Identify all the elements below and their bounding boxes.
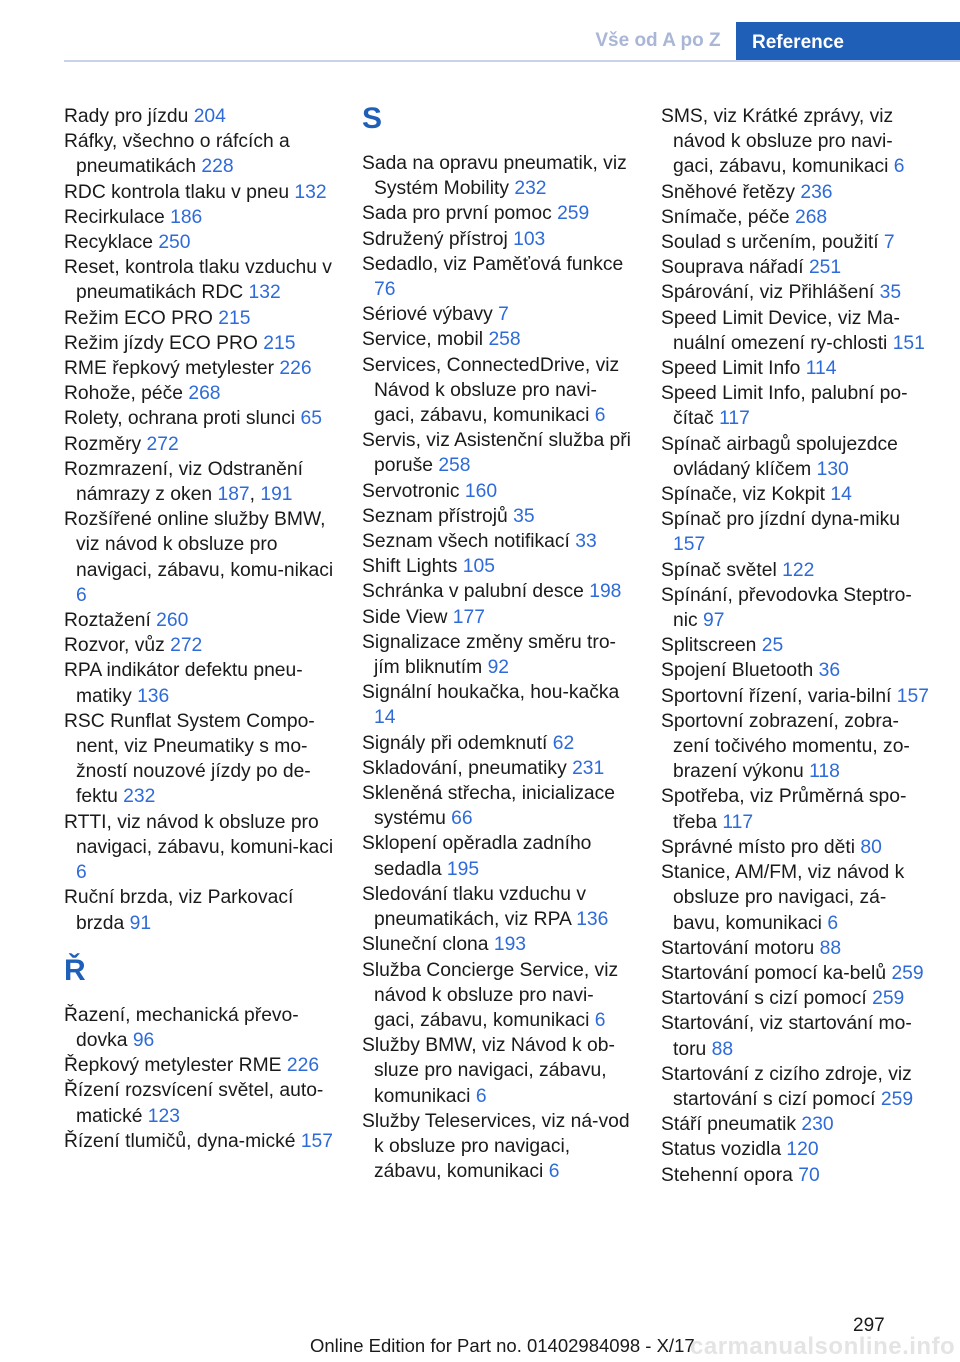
index-entry-term: Sériové výbavy xyxy=(362,304,499,326)
page-reference-link[interactable]: 232 xyxy=(514,178,547,200)
index-entry xyxy=(362,1109,632,1185)
page-reference-link[interactable]: 231 xyxy=(572,757,605,779)
index-entry-term: Ruční brzda, viz Parkovací brzda xyxy=(64,887,294,934)
index-entry xyxy=(64,432,336,457)
index-entry xyxy=(661,1062,931,1112)
index-entry-term: Spotřeba, viz Průměrná spo‐třeba xyxy=(661,786,907,833)
page-reference-link[interactable]: 36 xyxy=(818,660,841,682)
page-reference-link[interactable]: 226 xyxy=(279,358,312,380)
page-reference-link[interactable]: 160 xyxy=(464,480,498,502)
page-reference-link[interactable]: 114 xyxy=(805,358,837,380)
index-entry-term: SMS, viz Krátké zprávy, viz návod k obsluze pro navi‐gaci, zábavu, komunikaci xyxy=(661,106,894,178)
index-entry xyxy=(362,605,632,630)
index-entry xyxy=(64,1078,336,1128)
index-entry-term: Splitscreen xyxy=(661,635,762,657)
index-entry xyxy=(64,1003,336,1053)
index-entry-term: Servotronic xyxy=(362,480,465,502)
index-entry xyxy=(64,255,336,305)
index-entry xyxy=(64,230,336,255)
index-entry-term: RSC Runflat System Compo‐nent, viz Pneumatiky s mo‐žností nouzové jízdy po de‐fektu xyxy=(64,710,315,808)
index-entry xyxy=(362,958,632,1034)
index-section-letter: S xyxy=(362,102,383,135)
index-entry-term: Spínač pro jízdní dyna‐miku xyxy=(661,509,900,531)
page-reference-link[interactable]: 272 xyxy=(146,433,179,455)
page-reference-link[interactable]: 117 xyxy=(722,811,754,833)
page-reference-link[interactable]: 215 xyxy=(263,332,296,354)
index-entry xyxy=(362,831,632,881)
index-entry xyxy=(661,205,931,230)
index-entry-term: Services, ConnectedDrive, viz Návod k obsluze pro navi‐gaci, zábavu, komunikaci xyxy=(362,354,620,427)
index-entry-term: Řazení, mechanická převo‐dovka xyxy=(64,1004,299,1051)
index-entry-term: RPA indikátor defektu pneu‐matiky xyxy=(64,660,303,707)
index-entry xyxy=(661,1163,931,1188)
index-entry-term: Startování pomocí ka‐belů xyxy=(661,962,892,984)
index-entry-term: Side View xyxy=(362,606,453,628)
index-entry xyxy=(64,406,336,431)
page-reference-link[interactable]: 268 xyxy=(188,383,221,405)
index-entry-term: Rozšířené online služby BMW, viz návod k obsluze pro navigaci, zábavu, komu‐nikaci xyxy=(64,509,334,581)
index-entry xyxy=(362,579,632,604)
index-entry-term: Spojení Bluetooth xyxy=(661,660,819,682)
page-reference-link[interactable]: 259 xyxy=(891,962,924,984)
index-entry-term: Schránka v palubní desce xyxy=(362,581,590,603)
index-entry-term: Ráfky, všechno o ráfcích a pneumatikách xyxy=(64,131,290,178)
page-reference-link[interactable]: 151 xyxy=(892,332,925,354)
index-entry-term: Stáří pneumatik xyxy=(661,1114,802,1136)
page-reference-link[interactable]: 6 xyxy=(594,1009,606,1031)
index-entry xyxy=(661,104,931,180)
page-reference-link[interactable]: 268 xyxy=(794,206,828,228)
chapter-tab[interactable]: Reference xyxy=(736,22,960,62)
page-reference-link[interactable]: 204 xyxy=(193,106,226,127)
page-reference-link[interactable]: 14 xyxy=(374,707,396,729)
index-entry xyxy=(661,583,931,633)
index-entry xyxy=(64,608,336,633)
page-reference-link[interactable]: 97 xyxy=(703,610,725,632)
index-entry-term: Rady pro jízdu xyxy=(64,106,194,127)
page-reference-link[interactable]: 105 xyxy=(462,556,495,578)
page-reference-link[interactable]: 230 xyxy=(801,1114,834,1136)
index-entry-term: Seznam přístrojů xyxy=(362,505,514,527)
index-entry xyxy=(661,482,931,507)
page-reference-link[interactable]: 103 xyxy=(513,228,546,250)
index-entry-term: Shift Lights xyxy=(362,556,463,578)
index-entry xyxy=(661,356,931,381)
page-reference-link[interactable]: 258 xyxy=(438,455,471,477)
index-entry xyxy=(362,252,632,302)
page-reference-link[interactable]: 272 xyxy=(170,635,203,657)
page-reference-link[interactable]: 157 xyxy=(673,534,706,556)
page-reference-link[interactable]: 6 xyxy=(76,862,87,884)
page-reference-link[interactable]: 198 xyxy=(589,581,622,603)
page-reference-link[interactable]: 123 xyxy=(147,1105,180,1127)
page-reference-link[interactable]: 14 xyxy=(830,484,852,506)
index-entry-term: Služba Concierge Service, viz návod k obsluze pro navi‐gaci, zábavu, komunikaci xyxy=(362,959,619,1031)
index-entry-term: Speed Limit Info xyxy=(661,358,806,380)
index-entry-term: Spárování, viz Přihlášení xyxy=(661,282,880,304)
index-entry xyxy=(661,1011,931,1061)
index-entry-term: Speed Limit Device, viz Ma‐nuální omezení ry‐chlosti xyxy=(661,307,900,354)
index-entry-term: Stehenní opora xyxy=(661,1164,799,1186)
index-entry-term: Řepkový metylester RME xyxy=(64,1055,287,1077)
page-reference-link[interactable]: 130 xyxy=(816,458,849,480)
index-entry xyxy=(64,633,336,658)
index-entry xyxy=(661,230,931,255)
index-entry xyxy=(64,180,336,205)
index-entry xyxy=(661,306,931,356)
index-entry xyxy=(362,353,632,429)
page-reference-link[interactable]: 259 xyxy=(880,1088,914,1110)
index-entry-term: Režim jízdy ECO PRO xyxy=(64,332,264,354)
index-entry xyxy=(64,104,336,129)
index-entry xyxy=(64,810,336,886)
index-entry xyxy=(64,331,336,356)
index-entry-term: Soulad s určením, použití xyxy=(661,232,884,254)
index-entry-term: Status vozidla xyxy=(661,1139,787,1161)
index-entry xyxy=(64,709,336,810)
index-entry xyxy=(362,227,632,252)
index-entry xyxy=(64,658,336,708)
index-entry xyxy=(64,381,336,406)
index-entry-term: Service, mobil xyxy=(362,329,489,351)
index-entry-term: Seznam všech notifikací xyxy=(362,531,576,553)
index-entry xyxy=(362,327,632,352)
index-entry xyxy=(64,129,336,179)
index-entry-term: Skladování, pneumatiky xyxy=(362,757,573,779)
index-entry xyxy=(64,507,336,608)
index-column-3 xyxy=(661,104,931,1188)
index-entry-term: Snímače, péče xyxy=(661,206,795,228)
page-reference-link[interactable]: 96 xyxy=(132,1029,155,1051)
index-entry xyxy=(64,1129,336,1154)
index-entry xyxy=(64,1053,336,1078)
index-entry-term: Skleněná střecha, inicializace systému xyxy=(362,783,615,830)
index-entry-term: Spínač airbagů spolujezdce ovládaný klíčem xyxy=(661,433,898,480)
index-entry xyxy=(661,1112,931,1137)
page-reference-link[interactable]: 258 xyxy=(488,329,521,351)
index-entry-term: Sněhové řetězy xyxy=(661,181,801,203)
index-entry-term: Sdružený přístroj xyxy=(362,228,514,250)
page-reference-link[interactable]: 6 xyxy=(594,405,606,427)
page-reference-link[interactable]: 191 xyxy=(260,484,293,506)
index-entry-term: Signalizace změny směru tro‐jím bliknutím xyxy=(362,631,616,679)
index-entry-term: Sklopení opěradla zadního sedadla xyxy=(362,833,592,880)
index-entry-term: Startování s cizí pomocí xyxy=(661,988,873,1010)
index-entry-term: Startování motoru xyxy=(661,937,820,959)
index-entry-term: Sada na opravu pneumatik, viz Systém Mobility xyxy=(362,153,627,200)
index-entry-term: RME řepkový metylester xyxy=(64,358,280,380)
index-entry-term: Signály při odemknutí xyxy=(362,732,553,754)
page-reference-link[interactable]: 132 xyxy=(294,181,327,203)
index-entry xyxy=(64,306,336,331)
index-entry: Rozmrazení, viz Odstranění námrazy z oken 187, 191 xyxy=(64,458,303,506)
page-reference-link[interactable]: 6 xyxy=(893,156,905,178)
index-entry-term: Rozměry xyxy=(64,433,147,455)
index-entry-term: Sluneční clona xyxy=(362,934,494,956)
index-entry-term: Řízení rozsvícení světel, auto‐matické xyxy=(64,1080,324,1127)
page-reference-link[interactable]: 62 xyxy=(552,732,575,754)
index-column-2 xyxy=(362,104,632,1184)
index-entry-term: Stanice, AM/FM, viz návod k obsluze pro navigaci, zá‐bavu, komunikaci xyxy=(661,862,905,934)
index-entry xyxy=(661,633,931,658)
index-entry xyxy=(362,151,632,201)
page-reference-link[interactable]: 250 xyxy=(158,232,191,254)
page-reference-link[interactable]: 6 xyxy=(548,1161,560,1183)
page-reference-link[interactable]: 187 xyxy=(217,484,250,506)
page-reference-link[interactable]: 76 xyxy=(374,279,396,301)
page-reference-link[interactable]: 33 xyxy=(575,531,597,553)
index-entry xyxy=(661,961,931,986)
section-tab[interactable]: Vše od A po Z xyxy=(595,30,721,51)
index-entry-term: Roztažení xyxy=(64,610,157,632)
page-reference-link[interactable]: 6 xyxy=(827,912,839,934)
page-reference-link[interactable]: 35 xyxy=(879,282,902,304)
page-reference-link[interactable]: 157 xyxy=(896,685,929,707)
index-entry xyxy=(362,428,632,478)
index-entry xyxy=(362,731,632,756)
index-entry-term: Sledování tlaku vzduchu v pneumatikách, viz RPA xyxy=(362,883,587,931)
page-reference-link[interactable]: 6 xyxy=(76,584,87,606)
index-entry xyxy=(661,255,931,280)
page-reference-link[interactable]: 251 xyxy=(808,257,842,279)
index-entry xyxy=(661,381,931,431)
index-entry-term: Sedadlo, viz Paměťová funkce xyxy=(362,253,624,275)
page-reference-link[interactable]: 259 xyxy=(557,203,590,225)
index-entry-term: RDC kontrola tlaku v pneu xyxy=(64,181,295,203)
index-entry xyxy=(661,658,931,683)
index-entry xyxy=(661,936,931,961)
page-reference-link[interactable]: 259 xyxy=(872,988,905,1010)
index-section-letter: Ř xyxy=(64,953,86,987)
page-reference-link[interactable]: 228 xyxy=(201,156,234,178)
header-divider xyxy=(64,60,960,62)
index-entry-term: Sada pro první pomoc xyxy=(362,203,558,225)
index-entry xyxy=(661,860,931,936)
index-entry-term: Spínání, převodovka Steptro‐nic xyxy=(661,584,912,632)
index-entry-term: Režim ECO PRO xyxy=(64,307,219,329)
page-reference-link[interactable]: 118 xyxy=(809,761,840,783)
index-column-1 xyxy=(64,104,336,1154)
page-reference-link[interactable]: 88 xyxy=(819,937,842,959)
page-reference-link[interactable]: 117 xyxy=(719,408,750,430)
page-number: 297 xyxy=(853,1315,885,1336)
page-reference-link[interactable]: 226 xyxy=(286,1055,320,1077)
index-entry xyxy=(661,986,931,1011)
index-entry xyxy=(362,1033,632,1109)
index-entry xyxy=(362,680,632,730)
index-entry-term: Signální houkačka, hou‐kačka xyxy=(362,682,620,704)
index-entry-term: Správné místo pro děti xyxy=(661,836,861,858)
index-entry-term: Servis, viz Asistenční služba při poruše xyxy=(362,430,631,477)
index-entry xyxy=(362,781,632,831)
index-entry-term: Rohože, péče xyxy=(64,383,189,405)
index-entry-term: Služby BMW, viz Návod k ob‐sluze pro navigaci, zábavu, komunikaci xyxy=(362,1035,615,1107)
index-entry-term: Řízení tlumičů, dyna‐mické xyxy=(64,1130,301,1152)
index-entry xyxy=(362,479,632,504)
index-entry xyxy=(661,709,931,785)
index-entry xyxy=(362,504,632,529)
page-reference-link[interactable]: 91 xyxy=(129,912,152,934)
index-entry-term: Rozmrazení, viz Odstranění námrazy z oken xyxy=(64,458,303,506)
index-entry xyxy=(661,558,931,583)
page-reference-link[interactable]: 232 xyxy=(123,786,156,808)
page-reference-link[interactable]: 177 xyxy=(452,606,485,628)
index-entry-term: Služby Teleservices, viz ná‐vod k obsluze pro navigaci, zábavu, komunikaci xyxy=(362,1110,630,1183)
index-entry-term: Startování, viz startování mo‐toru xyxy=(661,1013,912,1060)
page-reference-link[interactable]: 136 xyxy=(576,909,609,931)
index-entry xyxy=(64,356,336,381)
page-reference-link[interactable]: 120 xyxy=(786,1139,819,1161)
page-reference-link[interactable]: 136 xyxy=(137,685,170,707)
index-entry-term: Sportovní řízení, varia‐bilní xyxy=(661,685,897,707)
index-entry-term: Spínače, viz Kokpit xyxy=(661,484,831,506)
page-reference-link[interactable]: 132 xyxy=(248,282,281,304)
index-entry xyxy=(661,1137,931,1162)
index-entry-term: Recyklace xyxy=(64,232,159,254)
page-reference-link[interactable]: 157 xyxy=(300,1130,333,1152)
page-header xyxy=(0,0,960,62)
index-entry xyxy=(661,432,931,482)
index-entry xyxy=(661,507,931,557)
index-entry-term: Startování z cizího zdroje, viz startování s cizí pomocí xyxy=(661,1063,912,1110)
page-reference-link[interactable]: 66 xyxy=(451,808,473,830)
page-reference-link[interactable]: 260 xyxy=(156,610,189,632)
page-reference-link[interactable]: 7 xyxy=(883,232,895,254)
index-entry-term: Rozvor, vůz xyxy=(64,635,171,657)
index-entry xyxy=(661,835,931,860)
index-entry xyxy=(64,885,336,935)
page-reference-link[interactable]: 195 xyxy=(446,858,480,880)
page-reference-link[interactable]: 25 xyxy=(761,635,784,657)
page-reference-link[interactable]: 7 xyxy=(498,304,509,326)
page-reference-link[interactable]: 88 xyxy=(711,1038,734,1060)
page-reference-link[interactable]: 92 xyxy=(487,657,510,679)
index-entry-term: Souprava nářadí xyxy=(661,257,809,279)
index-entry-term: Rolety, ochrana proti slunci xyxy=(64,408,301,430)
page-reference-link[interactable]: 70 xyxy=(798,1164,820,1186)
page-reference-link[interactable]: 122 xyxy=(782,559,815,581)
index-entry xyxy=(362,756,632,781)
watermark-logo: carmanualsonline.info xyxy=(690,1333,956,1360)
index-entry-term: Sportovní zobrazení, zobra‐zení točivého momentu, zo‐brazení výkonu xyxy=(661,710,910,783)
index-entry-term: RTTI, viz návod k obsluze pro navigaci, zábavu, komuni‐kaci xyxy=(64,811,334,858)
page-reference-link[interactable]: 65 xyxy=(300,408,322,430)
index-entry xyxy=(64,205,336,230)
page-reference-link[interactable]: 6 xyxy=(475,1085,487,1107)
index-entry-term: Speed Limit Info, palubní po‐čítač xyxy=(661,383,908,430)
page-reference-link[interactable]: 80 xyxy=(860,836,882,858)
index-entry-term: Recirkulace xyxy=(64,206,171,228)
page-reference-link[interactable]: 186 xyxy=(170,206,203,228)
page-reference-link[interactable]: 236 xyxy=(800,181,833,203)
page-reference-link[interactable]: 215 xyxy=(218,307,251,329)
index-entry xyxy=(661,180,931,205)
page-reference-link[interactable]: 193 xyxy=(493,934,527,956)
index-entry xyxy=(362,882,632,932)
index-entry xyxy=(362,932,632,957)
index-entry xyxy=(362,630,632,680)
index-entry-term: Reset, kontrola tlaku vzduchu v pneumatikách RDC xyxy=(64,257,332,304)
index-entry xyxy=(362,302,632,327)
index-entry xyxy=(661,784,931,834)
index-entry xyxy=(362,529,632,554)
index-entry-term: Spínač světel xyxy=(661,559,783,581)
index-entry xyxy=(661,280,931,305)
index-entry xyxy=(661,684,931,709)
index-entry xyxy=(362,201,632,226)
footer-edition: Online Edition for Part no. 01402984098 - X/17 xyxy=(310,1335,695,1356)
page-reference-link[interactable]: 35 xyxy=(513,505,535,527)
index-entry xyxy=(362,554,632,579)
